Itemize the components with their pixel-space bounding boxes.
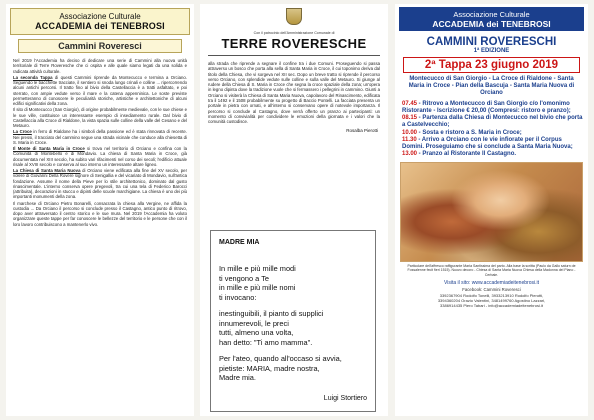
left-paragraph: [13, 168, 187, 200]
right-header: [399, 7, 584, 31]
left-paragraph: [13, 146, 187, 167]
facebook-line[interactable]: Facebook: Cammini Roveresci: [462, 286, 521, 292]
highlight: La Chiesa di Santa Maria Nuova: [13, 168, 81, 173]
poem-line: ti vengono a Te: [219, 273, 269, 283]
schedule-text: Partenza dalla Chiesa di Montecucco nel bivio che porta a Castelvecchio;: [402, 115, 583, 129]
patronage-text: Con il patrocinio dell'Amministrazione Comunale di: [253, 31, 335, 35]
contacts: [401, 294, 582, 309]
highlight: Il Monte di Santa Maria in Croce: [13, 146, 85, 151]
schedule-time: 13.00: [402, 151, 418, 158]
schedule-time: 07.45: [402, 101, 418, 107]
poem-line: Per l'ateo, quando all'occaso si avvia,: [219, 354, 342, 363]
divider: [208, 55, 380, 56]
fresco-image: [400, 162, 583, 262]
left-association: Associazione Culturale: [59, 12, 141, 21]
left-paragraph: [13, 75, 187, 107]
left-panel: [6, 4, 194, 416]
right-academy: ACCADEMIA dei TENEBROSI: [432, 19, 551, 29]
contact-line: 3394360204 Orazio Valentini, 3481499760 Agostino Lazzari,: [437, 297, 546, 303]
website-label: Visita il sito:: [444, 279, 471, 286]
poem-title: MADRE MIA: [219, 239, 260, 246]
schedule-time: 11.30: [402, 136, 417, 143]
schedule-text: Pranzo al Ristorante Il Castagno.: [422, 151, 517, 158]
schedule-text: Ritrovo a Montecucco di San Giorgio c/o l'omonimo Ristorante - Iscrizione € 20,00 (Compresi: ristoro e pranzo);: [402, 101, 571, 114]
left-subtitle: Cammini Roveresci: [18, 39, 182, 53]
schedule-text: Arrivo a Orciano con le vie infiorate per il Corpus Domini. Proseguiamo che si conclude a Santa Maria Nuova;: [402, 136, 573, 150]
coat-of-arms-icon: [286, 8, 302, 25]
stage-date-box: 2ª Tappa 23 giugno 2019: [403, 57, 580, 73]
highlight: La Croce: [13, 129, 32, 135]
schedule-text: Sosta e ristoro a S. Maria in Croce;: [422, 129, 522, 136]
poem-line: in mille e più mille nomi: [219, 283, 296, 292]
left-body: [13, 58, 187, 227]
schedule: [402, 101, 584, 158]
paragraph-text: di questi Cammini riprende da Montecuccо e termina a Orciano. Seguendo le bacchette tracciate, il sentiero si snoda lungo crinali e colline ... ripercorrendo alcuni antichi percorsi. Il tratto fino al bivio della Castellaccia è a tratti asfaltato, e poi sterrato, con ampie vedute verso il mare e la catena appenninica. Le soste previste permetteranno di conoscere le peculiarità storiche, artistiche e architettoniche di alcuni edifici significativi della zona.: [13, 74, 187, 106]
paragraph-text: in ferro di Rialdone ha i simboli della passione ed è stata rinnovata di recente. Nei pressi, il tracciato del cammino segue una strada vicinale che conduce alla chiesetta di S. Maria in Croce.: [13, 129, 187, 145]
left-paragraph: Il sito di Montecucco (San Giorgio), di origine probabilmente medievale, con le sue chiese e le sue ville, costituisce un interessante esempio di insediamento rurale. Dal bivio di Castellaccia alla Croce di Rialdone, la vista spazia sulle colline della valle del Cesano e del Metauro.: [13, 107, 187, 128]
municipality-title: TERRE ROVERESCHE: [221, 36, 367, 51]
schedule-row: 08.15 - Partenza dalla Chiesa di Montecucco nel bivio che porta a Castelvecchio;: [402, 115, 583, 129]
event-edition: 1ª EDIZIONE: [473, 48, 510, 54]
schedule-time: 10.00: [402, 129, 418, 136]
poem-line: han detto: "Ti amo mamma".: [219, 337, 313, 347]
poem-line: In mille e più mille modi: [219, 264, 296, 273]
poem-line: inestinguibili, il pianto di supplici: [219, 309, 324, 318]
website-link[interactable]: www.accademiadeitenebrosi.it: [471, 279, 539, 286]
poem-line: Madre mia.: [219, 373, 256, 382]
right-panel: [395, 4, 588, 416]
event-title-block: [399, 31, 584, 54]
poem-author: Luigi Stortiero: [323, 395, 367, 402]
middle-body: alla strada che riprende a segnare il confine tra i due Comuni. Proseguendo si passa attraverso un bosco che porta alla sella di Santa Maria in Croce, il cui toponimo deriva dal titolo della Chiesa, che vi sorgeva nel XII sec. Dopo un breve tratto si riprende il percorso verso Orciano, con splendide vedute sulle colline e sulla valle del Metauro. Si giunge al rudere della Chiesa di S. Maria in Croce che segna la croce spaziale della zona; un'opera in legno dipinta dove la tradizione vuole che si fermassero i pellegrini in cammino. Giunti a Orciano si visiterà la Chiesa di Santa Maria Nuova, capolavoro del Rinascimento, edificata tra il 1492 e il 1508 probabilmente su progetto di Baccio Pontelli. La facciata presenta un portale in pietra con ornati, e all'interno si conservano opere di notevole importanza. Il percorso si conclude al Castagno, dove verrà offerto un pranzo ai partecipanti: un momento di convivialità per condividere le emozioni della giornata e i valori che la comunità custodisce.: [208, 61, 380, 125]
left-paragraph: [13, 129, 187, 145]
poem-stanza: [219, 264, 367, 302]
paragraph-text: di Orciano viene edificata alla fine del XV secolo, per volere di Giovanni Della Rovere signore di Senigallia e del vicariato di Mondavio, sull'antica fondazione. Assume il nome della Pieve per lo stile architettonico, dominato dal gusto rinascimentale. L'interno conserva opere pregevoli, tra cui una tela di Federico Barocci (attribuita), decorazioni in stucco e dipinti delle scuole marchigiane. La chiesa è uno dei più importanti monumenti della zona.: [13, 168, 188, 200]
schedule-row: 07.45 - Ritrovo a Montecucco di San Giorgio c/o l'omonimo Ristorante - Iscrizione € 20,00 (Compresi: ristoro e pranzo);: [402, 101, 571, 114]
left-academy: ACCADEMIA dei TENEBROSI: [35, 21, 165, 31]
right-association: Associazione Culturale: [453, 10, 530, 19]
middle-header: [200, 4, 388, 51]
poem-line: pietiste: MARIA, madre nostra,: [219, 363, 320, 373]
image-caption: Particolare dell'affresco raffigurante Maria Santissima del parto. Alla base la scritta (Paulo da Gallo saturn de Fossalenne fecit fieri 1515). Nuovo decoro - Chiesa di Santa Maria Nuova Chiesa della Madonna del Piano - Cerbaie.: [407, 264, 576, 277]
schedule-row: 11.30 - Arrivo a Orciano con le vie infiorate per il Corpus Domini. Proseguiamo che si conclude a Santa Maria Nuova;: [402, 136, 573, 150]
route-description: Montecucco di San Giorgio - La Croce di Rialdone - Santa Maria in Croce - Pian della Bascuja - Santa Maria Nuova di Orciano: [408, 76, 575, 96]
poem-stanza: [219, 309, 367, 347]
poem-line: tutti, almeno una volta,: [219, 328, 294, 337]
schedule-row: 13.00 - Pranzo al Ristorante Il Castagno.: [402, 151, 517, 158]
website-line: [395, 280, 588, 286]
article-signature: Rosalba Pierotti: [346, 127, 378, 133]
left-paragraph: Nel 2019 l'Accademia ha deciso di dedicare una serie di Cammini alla nuova unità territoriale di Terre Roveresche che ci ospita e alle quale siamo legati da una solida e radicata attività culturale.: [13, 58, 187, 74]
highlight: La seconda Tappa: [13, 74, 53, 80]
left-paragraph: Il marchese di Orciano Pietro Bonarelli, consacrata la chiesa alla Vergine, ne affida la custodia ... Da Orciano il percorso si conclude presso il Castagno, antico punto di ritrovo, dopo aver attraversato il centro storico e le sue mura. Nel 2019 l'Accademia ha voluto organizzare queste tappe per far conoscere le bellezze del territorio e le persone che con il loro lavoro contribuiscono a mantenerlo vivo.: [13, 200, 187, 227]
poem-box: [210, 230, 376, 412]
event-title: CAMMINI ROVERESCHI: [426, 36, 557, 48]
schedule-row: 10.00 - Sosta e ristoro a S. Maria in Croce;: [402, 129, 522, 136]
poem-stanza: [219, 354, 367, 383]
schedule-time: 08.15: [402, 115, 418, 122]
contact-line: 3392367904 Rodolfo Tonelli, 3933213910 Rodolfo Pierotti,: [439, 292, 544, 298]
left-header: [10, 8, 190, 35]
paragraph-text: si trova nel territorio di Orciano e confina con la Comunità di Montebello e di Mondavio. La chiesa di Santa Maria in Croce, già documentata nel XIII secolo, ha subito vari rifacimenti nel corso dei secoli; l'edificio attuale risale al XVIII secolo e conserva al suo interno un interessante altare ligneo.: [13, 146, 187, 167]
middle-panel: [200, 4, 388, 416]
poem-line: ti invocano:: [219, 292, 257, 302]
poem-line: innumerevoli, le preci: [219, 318, 289, 328]
contact-line: 3386914435 Piero Tabari - info@accademiadeitenebrosi.it: [440, 302, 543, 308]
